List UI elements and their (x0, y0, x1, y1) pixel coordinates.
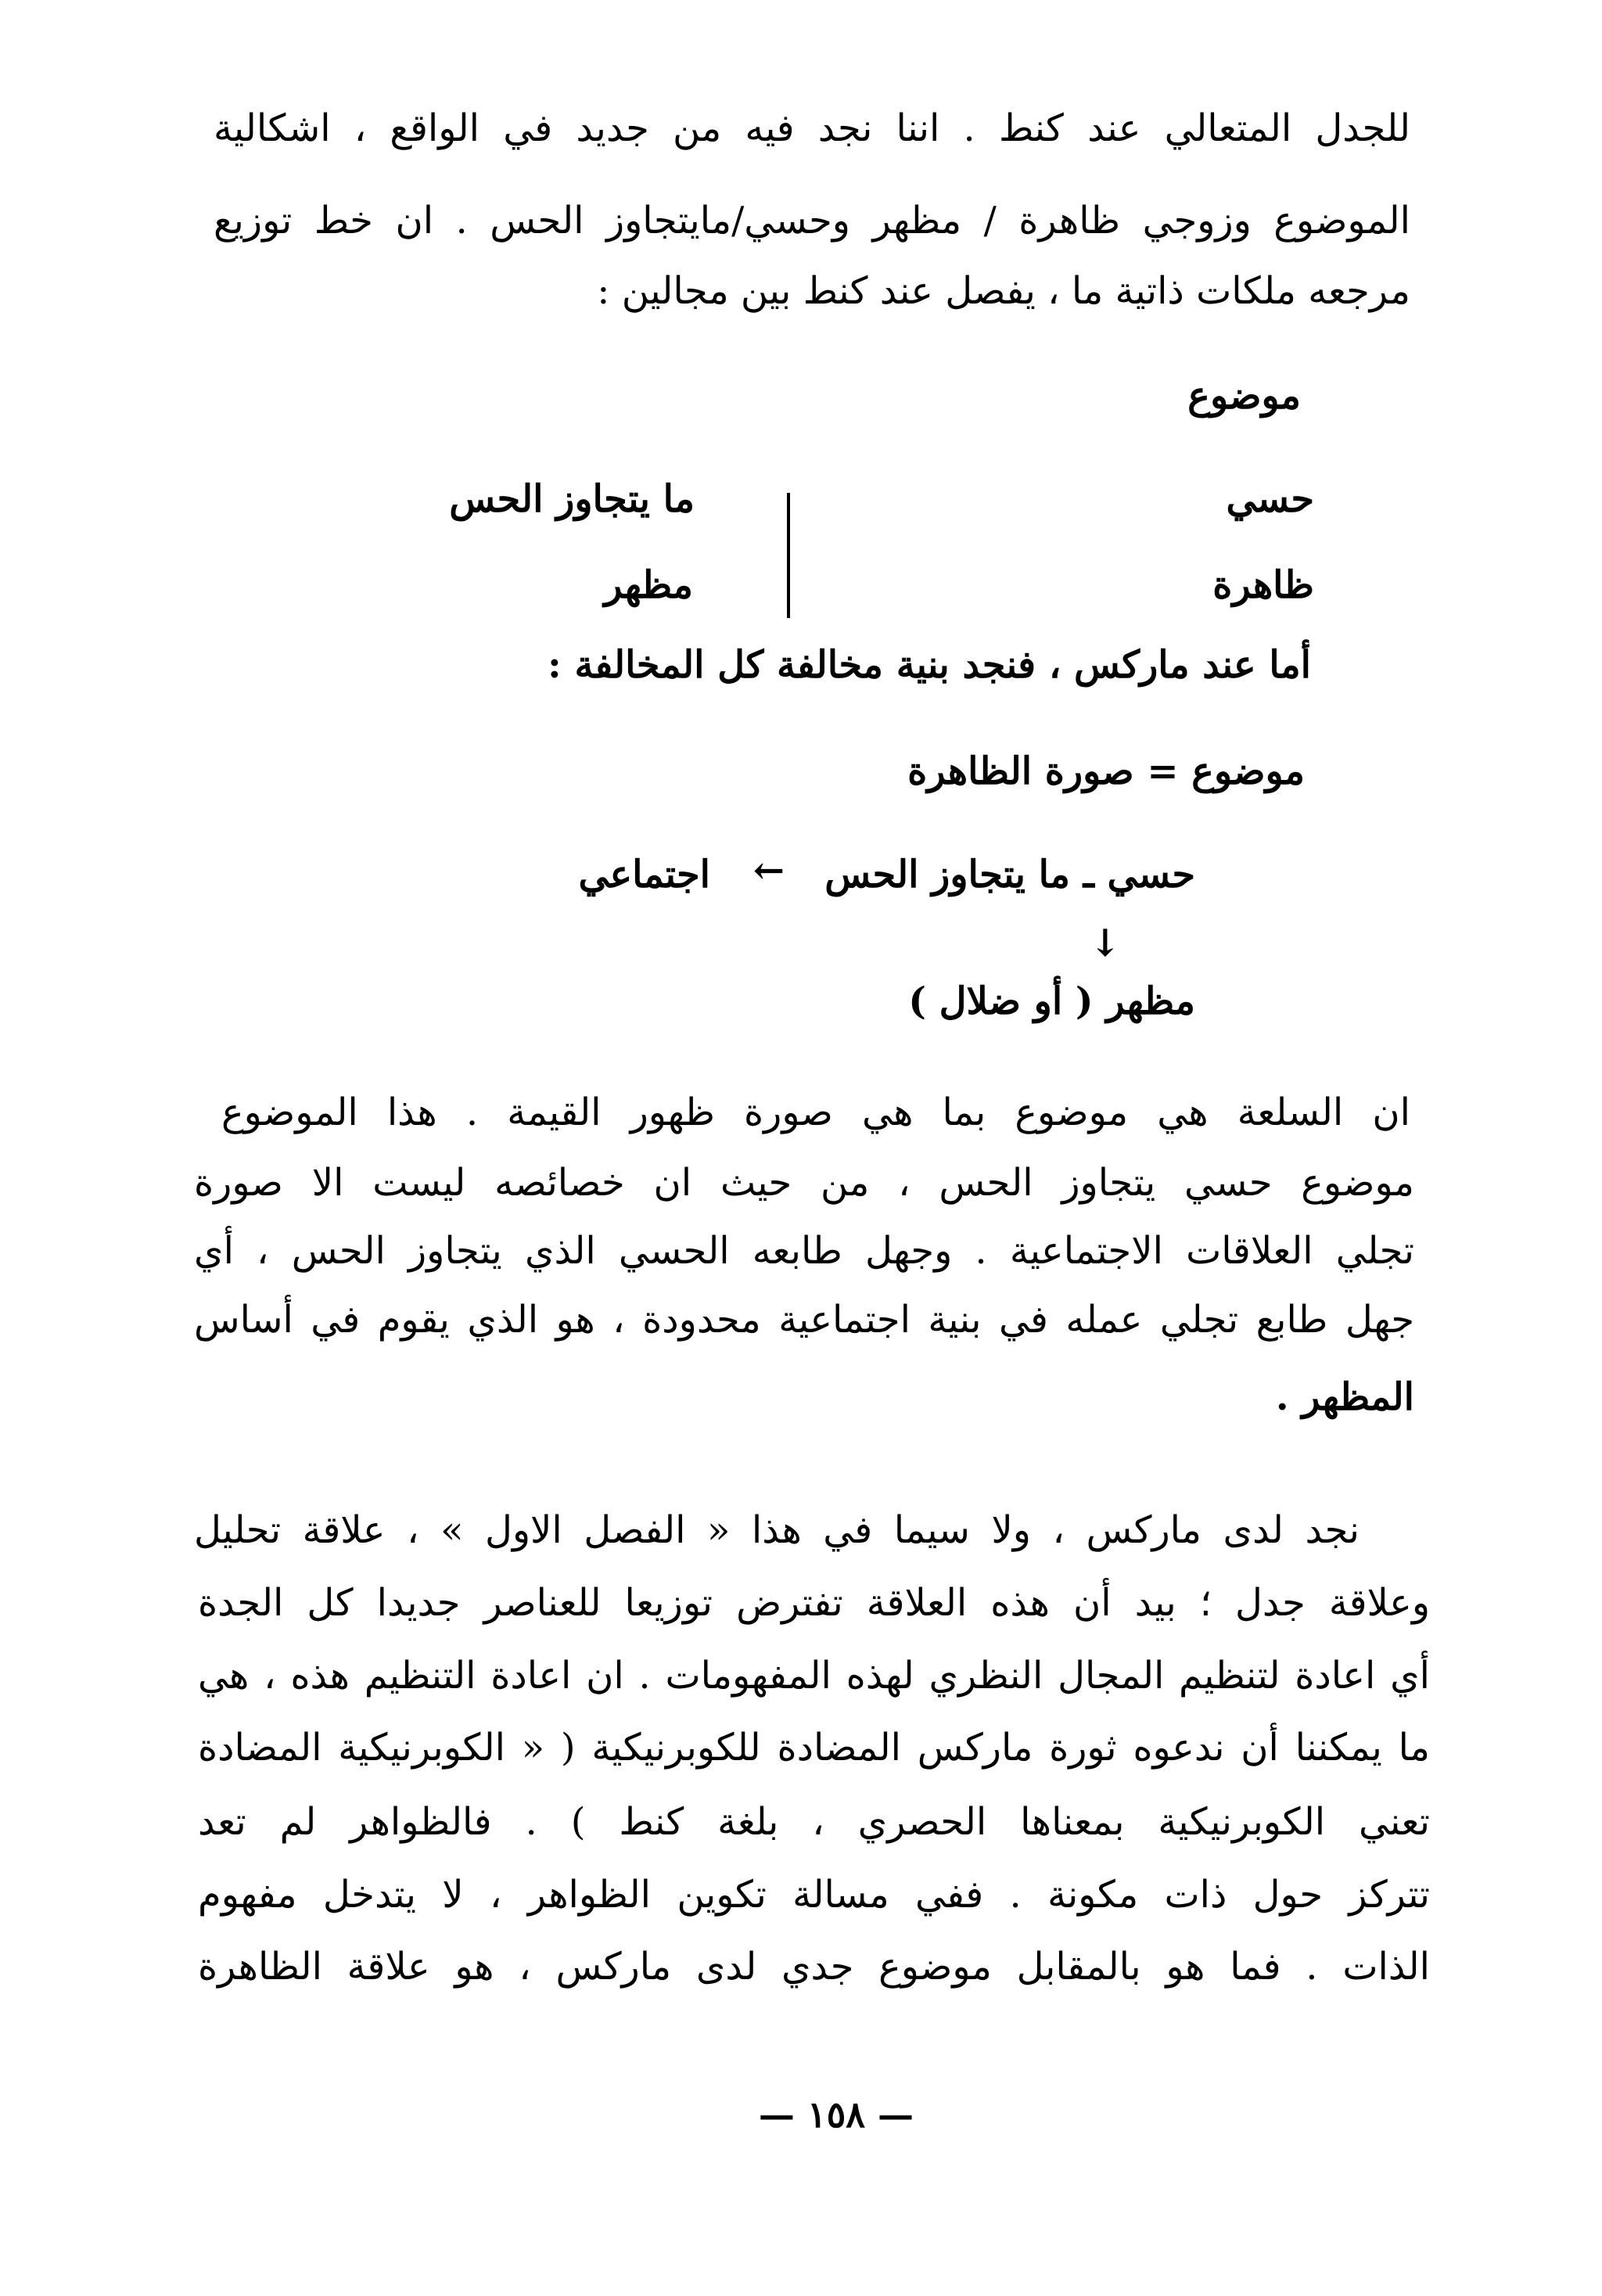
text-line: الذات . فما هو بالمقابل موضوع جدي لدى ماركس ، هو علاقة الظاهرة (198, 1945, 1430, 1989)
page-number: — ١٥٨ — (758, 2093, 914, 2136)
text-line: تعني الكوبرنيكية بمعناها الحصري ، بلغة كنط ) . فالظواهر لم تعد (198, 1800, 1430, 1844)
text-line: مرجعه ملكات ذاتية ما ، يفصل عند كنط بين مجالين : (597, 269, 1410, 313)
kant-appearance-label: مظهر (604, 563, 693, 607)
text-line: المظهر . (1275, 1375, 1414, 1419)
text-line: أي اعادة لتنظيم المجال النظري لهذه المفهومات . ان اعادة التنظيم هذه ، هي (198, 1654, 1430, 1698)
arrow-down-icon: ↓ (1089, 922, 1121, 965)
marx-social-label: اجتماعي (578, 853, 710, 896)
text-line: نجد لدى ماركس ، ولا سيما في هذا « الفصل الاول » ، علاقة تحليل (194, 1508, 1360, 1552)
kant-sensible-label: حسي (1226, 477, 1314, 521)
marx-sensible-supersensible: حسي ـ ما يتجاوز الحس (824, 853, 1195, 896)
text-line: موضوع حسي يتجاوز الحس ، من حيث ان خصائصه ليست الا صورة (194, 1161, 1414, 1205)
text-line: وعلاقة جدل ؛ بيد أن هذه العلاقة تفترض توزيعا للعناصر جديدا كل الجدة (198, 1581, 1430, 1625)
kant-supersensible-label: ما يتجاوز الحس (449, 477, 695, 521)
text-line: للجدل المتعالي عند كنط . اننا نجد فيه من جديد في الواقع ، اشكالية (214, 106, 1410, 150)
kant-object-label: موضوع (1187, 374, 1301, 418)
kant-divider-line (787, 493, 790, 618)
kant-phenomenon-label: ظاهرة (1212, 563, 1314, 607)
text-line: ان السلعة هي موضوع بما هي صورة ظهور القيمة . هذا الموضوع (221, 1091, 1410, 1134)
text-line: تجلي العلاقات الاجتماعية . وجهل طابعه الحسي الذي يتجاوز الحس ، أي (194, 1229, 1414, 1273)
marx-equation: موضوع = صورة الظاهرة (907, 749, 1305, 793)
arrow-left-icon: ← (753, 849, 785, 893)
text-line: ما يمكننا أن ندعوه ثورة ماركس المضادة للكوبرنيكية ( « الكوبرنيكية المضادة (198, 1726, 1430, 1770)
marx-intro: أما عند ماركس ، فنجد بنية مخالفة كل المخالفة : (548, 643, 1311, 687)
text-line: تتركز حول ذات مكونة . ففي مسالة تكوين الظواهر ، لا يتدخل مفهوم (198, 1873, 1430, 1917)
text-line: جهل طابع تجلي عمله في بنية اجتماعية محدودة ، هو الذي يقوم في أساس (194, 1298, 1414, 1342)
marx-appearance-illusion: مظهر ( أو ضلال ) (908, 979, 1195, 1023)
text-line: الموضوع وزوجي ظاهرة / مظهر وحسي/مايتجاوز الحس . ان خط توزيع (214, 199, 1410, 243)
